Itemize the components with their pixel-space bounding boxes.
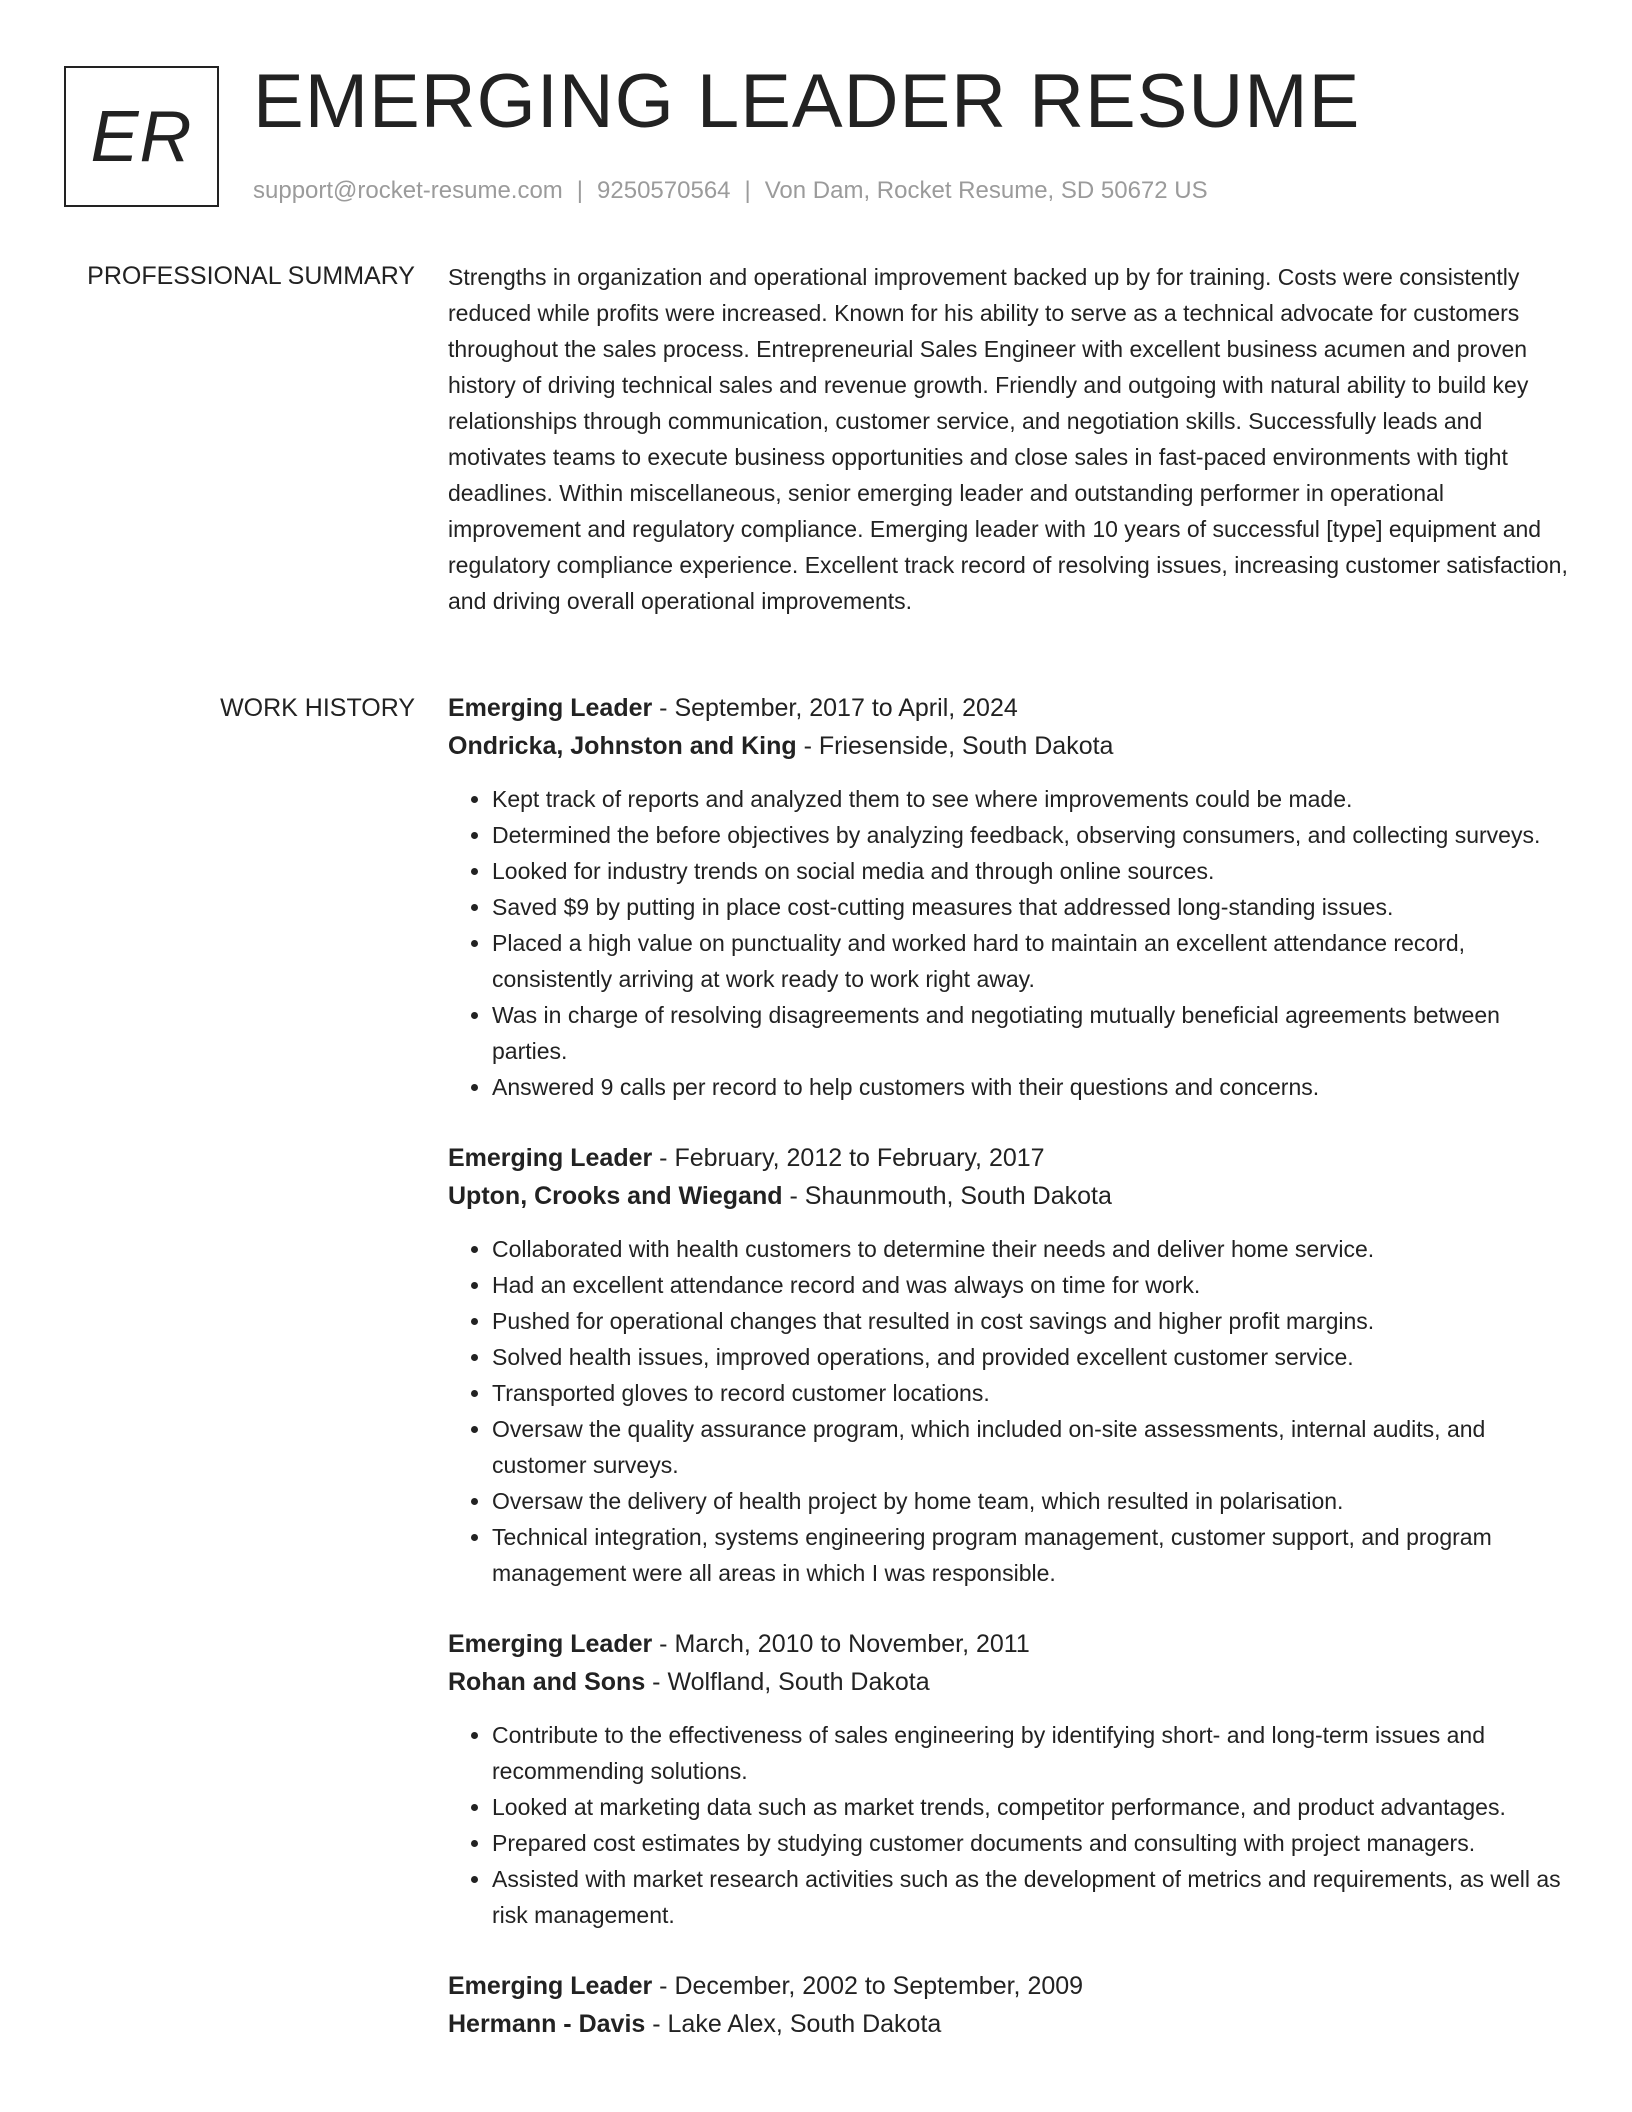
summary-text: Strengths in organization and operational improvement backed up by for training. Costs were consistently reduced while profits were increased. Known for his ability to serve as a technical advocate for customers throughout the sales process. Entrepreneurial Sales Engineer with excellent business acumen and proven history of driving technical sales and revenue growth. Friendly and outgoing with natural ability to build key relationships through communication, customer service, and negotiation skills. Successfully leads and motivates teams to execute business opportunities and close sales in fast-paced environments with tight deadlines. Within miscellaneous, senior emerging leader and outstanding performer in operational improvement and regulatory compliance. Emerging leader with 10 years of successful [type] equipment and regulatory compliance experience. Excellent track record of resolving issues, increasing customer satisfaction, and driving overall operational improvements. — [448, 264, 1568, 614]
job-bullet: • Answered 9 calls per record to help customers with their questions and concerns. — [492, 1069, 1568, 1105]
job-entry — [448, 1139, 1568, 1591]
job-company: Ondricka, Johnston and King — [448, 732, 797, 760]
contact-email: support@rocket-resume.com — [253, 177, 563, 204]
job-bullet: • Looked at marketing data such as market trends, competitor performance, and product advantages. — [492, 1789, 1568, 1825]
job-bullet: • Oversaw the quality assurance program, which included on-site assessments, internal audits, and customer surveys. — [492, 1411, 1568, 1483]
job-entry — [448, 1967, 1568, 2043]
job-bullet: • Pushed for operational changes that resulted in cost savings and higher profit margins. — [492, 1303, 1568, 1339]
job-title: Emerging Leader — [448, 1972, 653, 2000]
job-dates: - February, 2012 to February, 2017 — [652, 1144, 1045, 1172]
job-entry — [448, 689, 1568, 1105]
job-title: Emerging Leader — [448, 1630, 653, 1658]
job-title: Emerging Leader — [448, 694, 653, 722]
job-bullet: • Transported gloves to record customer locations. — [492, 1375, 1568, 1411]
job-title-line — [448, 1625, 1568, 1663]
job-bullet: • Placed a high value on punctuality and worked hard to maintain an excellent attendance record, consistently arriving at work ready to work right away. — [492, 925, 1568, 997]
job-company: Hermann - Davis — [448, 2010, 646, 2038]
job-company-line — [448, 1663, 1568, 1701]
monogram-box — [64, 66, 219, 207]
job-bullets — [448, 781, 1568, 1105]
job-bullet: • Solved health issues, improved operations, and provided excellent customer service. — [492, 1339, 1568, 1375]
resume-title: EMERGING LEADER RESUME — [253, 59, 1361, 144]
job-entry — [448, 1625, 1568, 1933]
job-bullet: • Collaborated with health customers to determine their needs and deliver home service. — [492, 1231, 1568, 1267]
job-bullet: • Saved $9 by putting in place cost-cutting measures that addressed long-standing issues. — [492, 889, 1568, 925]
job-title-line — [448, 1967, 1568, 2005]
job-bullet: • Had an excellent attendance record and was always on time for work. — [492, 1267, 1568, 1303]
summary-heading: PROFESSIONAL SUMMARY — [87, 262, 415, 290]
job-company-line — [448, 1177, 1568, 1215]
contact-phone: 9250570564 — [597, 177, 731, 204]
job-bullet: • Technical integration, systems engineering program management, customer support, and program management were all areas in which I was responsible. — [492, 1519, 1568, 1591]
contact-separator: | — [744, 177, 751, 204]
job-bullet: • Was in charge of resolving disagreements and negotiating mutually beneficial agreements between parties. — [492, 997, 1568, 1069]
monogram-initials: ER — [90, 96, 193, 177]
job-dates: - March, 2010 to November, 2011 — [652, 1630, 1030, 1658]
job-bullets — [448, 1717, 1568, 1933]
job-company-line — [448, 2005, 1568, 2043]
job-bullets — [448, 1231, 1568, 1591]
job-title-line — [448, 689, 1568, 727]
job-title: Emerging Leader — [448, 1144, 653, 1172]
job-location: - Shaunmouth, South Dakota — [782, 1182, 1112, 1210]
job-bullet: • Kept track of reports and analyzed them to see where improvements could be made. — [492, 781, 1568, 817]
summary-section — [448, 259, 1568, 619]
contact-separator: | — [576, 177, 584, 204]
job-bullet: • Oversaw the delivery of health project by home team, which resulted in polarisation. — [492, 1483, 1568, 1519]
job-company-line — [448, 727, 1568, 765]
work-history-heading: WORK HISTORY — [220, 694, 415, 722]
work-history-section — [448, 689, 1568, 2077]
job-company: Upton, Crooks and Wiegand — [448, 1182, 783, 1210]
job-title-line — [448, 1139, 1568, 1177]
job-dates: - December, 2002 to September, 2009 — [652, 1972, 1084, 2000]
contact-address: Von Dam, Rocket Resume, SD 50672 US — [764, 177, 1208, 204]
job-bullet: • Assisted with market research activities such as the development of metrics and requirements, as well as risk management. — [492, 1861, 1568, 1933]
job-bullet: • Prepared cost estimates by studying customer documents and consulting with project managers. — [492, 1825, 1568, 1861]
contact-line — [253, 174, 1208, 208]
job-bullet: • Contribute to the effectiveness of sales engineering by identifying short- and long-term issues and recommending solutions. — [492, 1717, 1568, 1789]
job-location: - Lake Alex, South Dakota — [645, 2010, 942, 2038]
job-bullet: • Looked for industry trends on social media and through online sources. — [492, 853, 1568, 889]
job-location: - Friesenside, South Dakota — [796, 732, 1114, 760]
job-bullet: • Determined the before objectives by analyzing feedback, observing consumers, and collecting surveys. — [492, 817, 1568, 853]
job-location: - Wolfland, South Dakota — [645, 1668, 930, 1696]
job-dates: - September, 2017 to April, 2024 — [652, 694, 1018, 722]
job-company: Rohan and Sons — [448, 1668, 646, 1696]
